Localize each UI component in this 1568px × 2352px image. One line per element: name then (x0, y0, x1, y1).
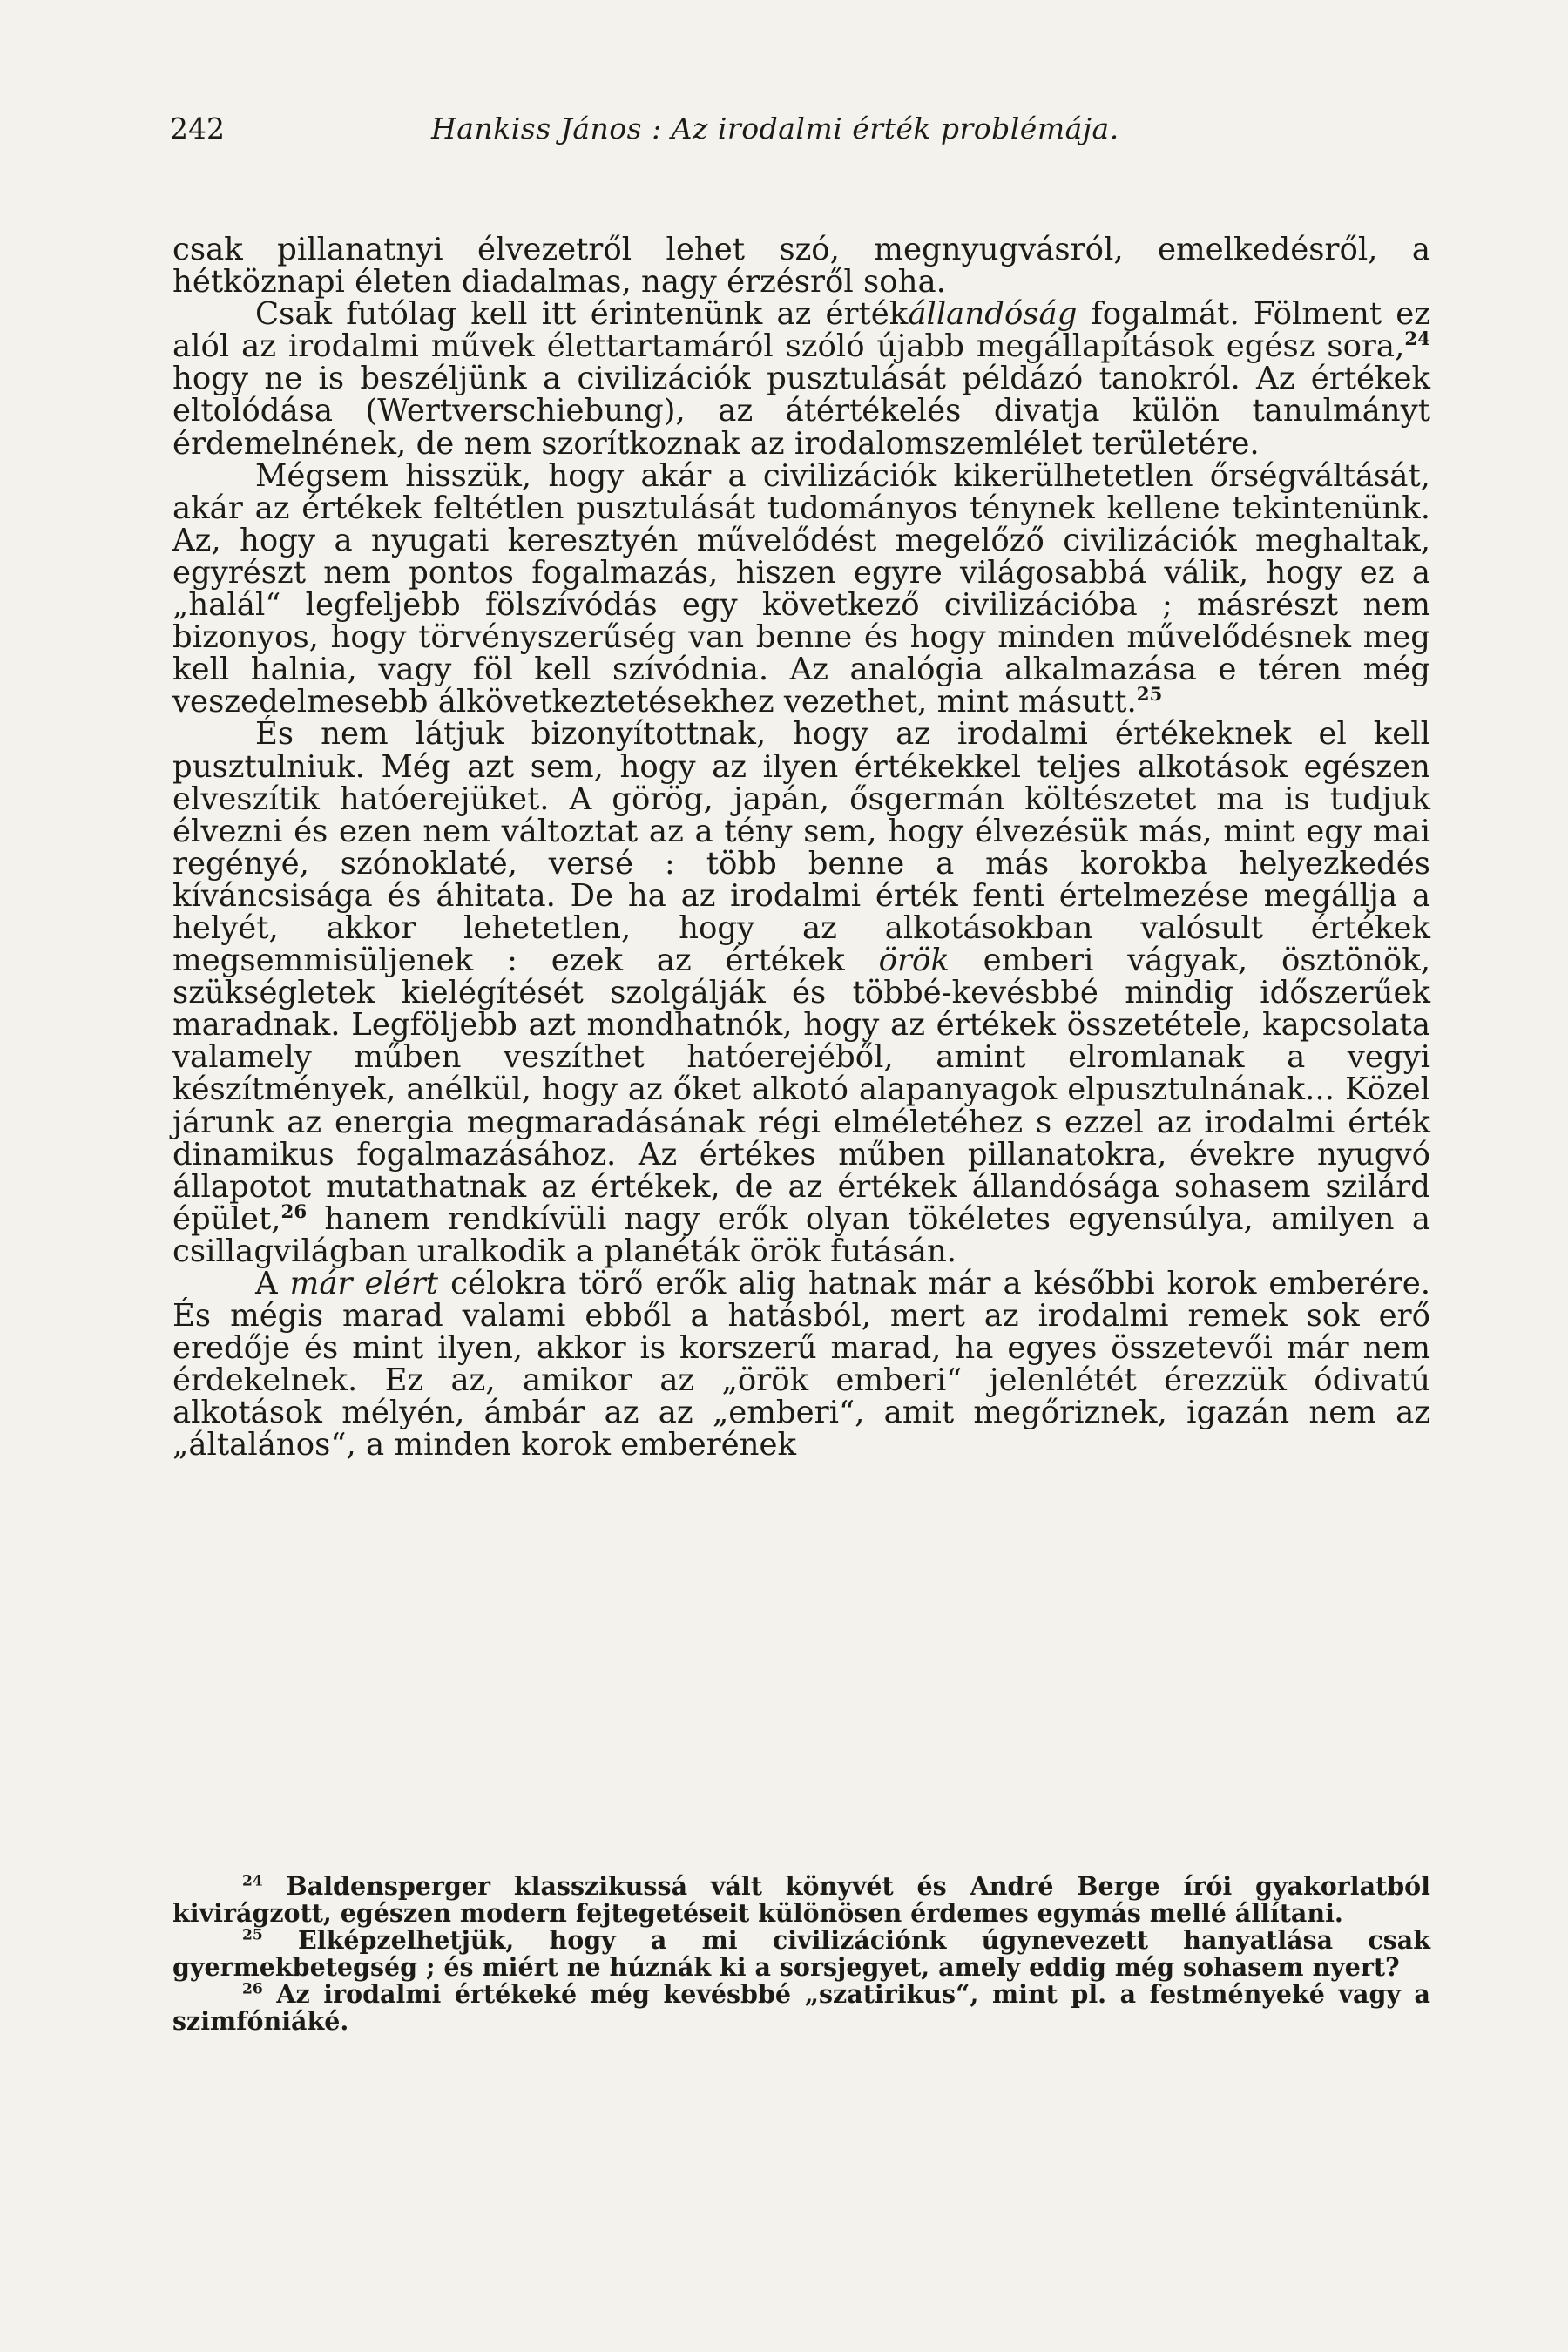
footnote-number: 24 (242, 1872, 263, 1890)
paragraph-2-text-b: fogalmát. Fölment ez alól az irodalmi művek élettartamáról szóló újabb megállapítások egész sora, (172, 296, 1431, 365)
running-title: Hankiss János : Az irodalmi érték problémája. (431, 112, 1119, 145)
paragraph-2 (172, 296, 1431, 462)
paragraph-1-text: csak pillanatnyi élvezetről lehet szó, megnyugvásról, emelkedésről, a hétköznapi életen diadalmas, nagy érzésről soha. (172, 232, 1430, 301)
paragraph-1 (172, 232, 1430, 301)
footnote-ref-26: 26 (280, 1200, 308, 1223)
footnote-text: Az irodalmi értékeké még kevésbbé „szatirikus“, mint pl. a festményeké vagy a szimfóniáké. (172, 1979, 1430, 2036)
footnote (172, 1927, 1430, 1981)
paragraph-2-text-c: hogy ne is beszéljünk a civilizációk pusztulását példázó tanokról. Az értékek eltolódása (Wertverschiebung), az átértékelés divatja külön tanulmányt érdemelnének, de nem szorítkoznak az irodalomszemlélet területére. (172, 361, 1430, 462)
paragraph-2-text-a: Csak futólag kell itt érintenünk az érték (255, 296, 909, 333)
paragraph-5-emphasis: már elért (289, 1266, 439, 1301)
paragraph-4-text-a: És nem látjuk bizonyítottnak, hogy az irodalmi értékeknek el kell pusztulniuk. Még azt sem, hogy az ilyen értékekkel teljes alkotások egészen elveszítik hatóerejüket. A görög, japán, ősgermán költészetet ma is tudjuk élvezni és ezen nem változtat az a tény sem, hogy élvezésük más, mint egy mai regényé, szónoklaté, versé : több benne a más korokba helyezkedés kíváncsisága és áhitata. De ha az irodalmi érték fenti értelmezése megállja a helyét, akkor lehetetlen, hogy az alkotásokban valósult értékek megsemmisüljenek : ezek az értékek (172, 716, 1430, 979)
paragraph-4-emphasis: örök (878, 943, 950, 979)
footnote-ref-25: 25 (1136, 684, 1163, 706)
paragraph-3 (172, 457, 1430, 720)
footnote (172, 1981, 1430, 2035)
paragraph-4-text-c: hanem rendkívüli nagy erők olyan tökéletes egyensúlya, amilyen a csillagvilágban uralkodik a planéták örök futásán. (172, 1200, 1430, 1269)
footnote-number: 25 (242, 1926, 263, 1944)
paragraph-5 (172, 1267, 1430, 1462)
paragraph-3-text: Mégsem hisszük, hogy akár a civilizációk kikerülhetetlen őrségváltását, akár az értékek feltétlen pusztulását tudományos ténynek kellene tekintenünk. Az, hogy a nyugati keresztyén művelődést megelőző civilizációk meghaltak, egyrészt nem pontos fogalmazás, hiszen egyre világosabbá válik, hogy ez a „halál“ legfeljebb fölszívódás egy következő civilizációba ; másrészt nem bizonyos, hogy törvényszerűség van benne és hogy minden művelődésnek meg kell halnia, vagy föl kell szívódnia. Az analógia alkalmazása e téren még veszedelmesebb álkövetkeztetésekhez vezethet, mint másutt. (172, 457, 1430, 720)
paragraph-2-emphasis: állandóság (908, 296, 1078, 333)
footnote-ref-24: 24 (1404, 328, 1430, 351)
paragraph-4 (172, 718, 1430, 1267)
paragraph-5-text-a: A (255, 1266, 290, 1301)
footnote-text: Baldensperger klasszikussá vált könyvét és André Berge írói gyakorlatból kivirágzott, egészen modern fejtegetéseit különösen érdemes egymás mellé állítani. (172, 1871, 1430, 1928)
page-number: 242 (170, 112, 225, 145)
footnote-number: 26 (242, 1980, 263, 1998)
footnotes (172, 1873, 1430, 2035)
paragraph-4-text-b: emberi vágyak, ösztönök, szükségletek kielégítését szolgálják és többé-kevésbbé mindig időszerűek maradnak. Legföljebb azt mondhatnók, hogy az értékek összetétele, kapcsolata valamely műben veszíthet hatóerejéből, amint elromlanak a vegyi készítmények, anélkül, hogy az őket alkotó alapanyagok elpusztulnának... Közel járunk az energia megmaradásának régi elméletéhez s ezzel az irodalmi érték dinamikus fogalmazásához. Az értékes műben pillanatokra, évekre nyugvó állapotot mutathatnak az értékek, de az értékek állandósága sohasem szilárd épület, (172, 943, 1430, 1237)
footnote-text: Elképzelhetjük, hogy a mi civilizációnk úgynevezett hanyatlása csak gyermekbetegség ; és miért ne húznák ki a sorsjegyet, amely eddig még sohasem nyert? (172, 1925, 1430, 1982)
running-head (170, 112, 1442, 155)
footnote (172, 1873, 1430, 1927)
paragraph-5-text-b: célokra törő erők alig hatnak már a későbbi korok emberére. És mégis marad valami ebből a hatásból, mert az irodalmi remek sok erő eredője és mint ilyen, akkor is korszerű marad, ha egyes összetevői már nem érdekelnek. Ez az, amikor az „örök emberi“ jelenlétét érezzük ódivatú alkotások mélyén, ámbár az az „emberi“, amit megőriznek, igazán nem az „általános“, a minden korok emberének (172, 1266, 1430, 1463)
body-text (172, 233, 1430, 1462)
